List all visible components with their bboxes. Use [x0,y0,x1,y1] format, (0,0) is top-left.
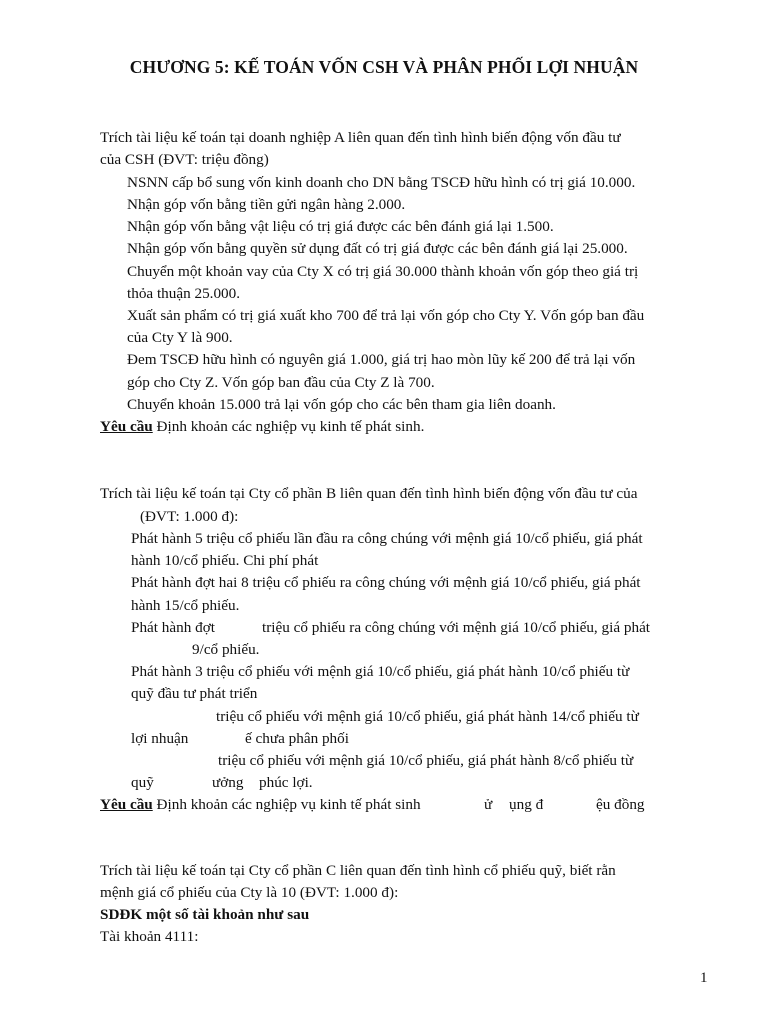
section1-intro-line2: của CSH (ĐVT: triệu đồng) [100,151,269,168]
section1-item-6-cont: của Cty Y là 900. [127,329,233,346]
section2-item-6-cont-b: ưởng [212,774,244,791]
section2-item-5-cont-a: lợi nhuận [131,730,189,747]
section1-item-5: Chuyển một khoản vay của Cty X có trị giá 30.000 thành khoản vốn góp theo giá trị [127,263,639,280]
section2-intro-line2: (ĐVT: 1.000 đ): [140,508,239,525]
section1-item-8: Chuyển khoản 15.000 trả lại vốn góp cho các bên tham gia liên doanh. [127,396,556,413]
section2-item-1: Phát hành 5 triệu cổ phiếu lần đầu ra công chúng với mệnh giá 10/cổ phiếu, giá phát [131,530,643,547]
page-title: CHƯƠNG 5: KẾ TOÁN VỐN CSH VÀ PHÂN PHỐI LỢI NHUẬN [129,57,639,77]
section1-item-7-cont: góp cho Cty Z. Vốn góp ban đầu của Cty Z là 700. [127,374,435,391]
section1-item-3: Nhận góp vốn bằng vật liệu có trị giá được các bên đánh giá lại 1.500. [127,218,554,235]
section2-item-6-cont-a: quỹ [131,774,154,791]
section1-item-1: NSNN cấp bổ sung vốn kinh doanh cho DN bằng TSCĐ hữu hình có trị giá 10.000. [127,174,636,191]
section2-requirement-frag3: ệu đồng [596,796,645,813]
section1-intro-line1: Trích tài liệu kế toán tại doanh nghiệp A liên quan đến tình hình biến động vốn đầu tư [100,129,621,146]
section2-item-1-cont: hành 10/cổ phiếu. Chi phí phát [131,552,319,569]
section2-item-3-cont: 9/cổ phiếu. [192,641,260,658]
section2-item-4: Phát hành 3 triệu cổ phiếu với mệnh giá 10/cổ phiếu, giá phát hành 10/cổ phiếu từ [131,663,630,680]
section2-item-6-cont-c: phúc lợi. [259,774,313,791]
section1-requirement [100,418,424,436]
section2-item-2: Phát hành đợt hai 8 triệu cổ phiếu ra công chúng với mệnh giá 10/cổ phiếu, giá phát [131,574,641,591]
section1-item-4: Nhận góp vốn bằng quyền sử dụng đất có trị giá được các bên đánh giá lại 25.000. [127,240,628,257]
section2-intro-line1: Trích tài liệu kế toán tại Cty cổ phần B liên quan đến tình hình biến động vốn đầu tư của [100,485,638,502]
section2-requirement-frag1: ử [484,796,493,813]
requirement-text: Định khoản các nghiệp vụ kinh tế phát sinh. [152,418,425,435]
requirement-text: Định khoản các nghiệp vụ kinh tế phát sinh [152,796,421,813]
section2-item-3-rest: triệu cổ phiếu ra công chúng với mệnh giá 10/cổ phiếu, giá phát [262,619,651,636]
requirement-label: Yêu cầu [100,796,153,813]
section3-account: Tài khoản 4111: [100,928,199,945]
section2-item-5: triệu cổ phiếu với mệnh giá 10/cổ phiếu, giá phát hành 14/cổ phiếu từ [216,708,639,725]
section1-item-7: Đem TSCĐ hữu hình có nguyên giá 1.000, giá trị hao mòn lũy kế 200 để trả lại vốn [127,351,636,368]
section2-item-2-cont: hành 15/cổ phiếu. [131,597,240,614]
section2-item-6: triệu cổ phiếu với mệnh giá 10/cổ phiếu, giá phát hành 8/cổ phiếu từ [218,752,634,769]
section2-item-3-start: Phát hành đợt [131,619,215,636]
section2-requirement [100,796,421,814]
section2-item-4-cont: quỹ đầu tư phát triển [131,685,258,702]
section1-item-5-cont: thỏa thuận 25.000. [127,285,241,302]
section3-intro-line2: mệnh giá cổ phiếu của Cty là 10 (ĐVT: 1.000 đ): [100,884,399,901]
section3-intro-line1: Trích tài liệu kế toán tại Cty cổ phần C liên quan đến tình hình cổ phiếu quỹ, biết rằn [100,862,616,879]
section1-item-6: Xuất sản phẩm có trị giá xuất kho 700 để trả lại vốn góp cho Cty Y. Vốn góp ban đầu [127,307,645,324]
page-number: 1 [700,970,708,986]
section2-requirement-frag2: ụng đ [509,796,544,813]
requirement-label: Yêu cầu [100,418,153,435]
section1-item-2: Nhận góp vốn bằng tiền gửi ngân hàng 2.000. [127,196,406,213]
section3-heading: SDĐK một số tài khoản như sau [100,906,310,923]
section2-item-5-cont-b: ế chưa phân phối [245,730,349,747]
